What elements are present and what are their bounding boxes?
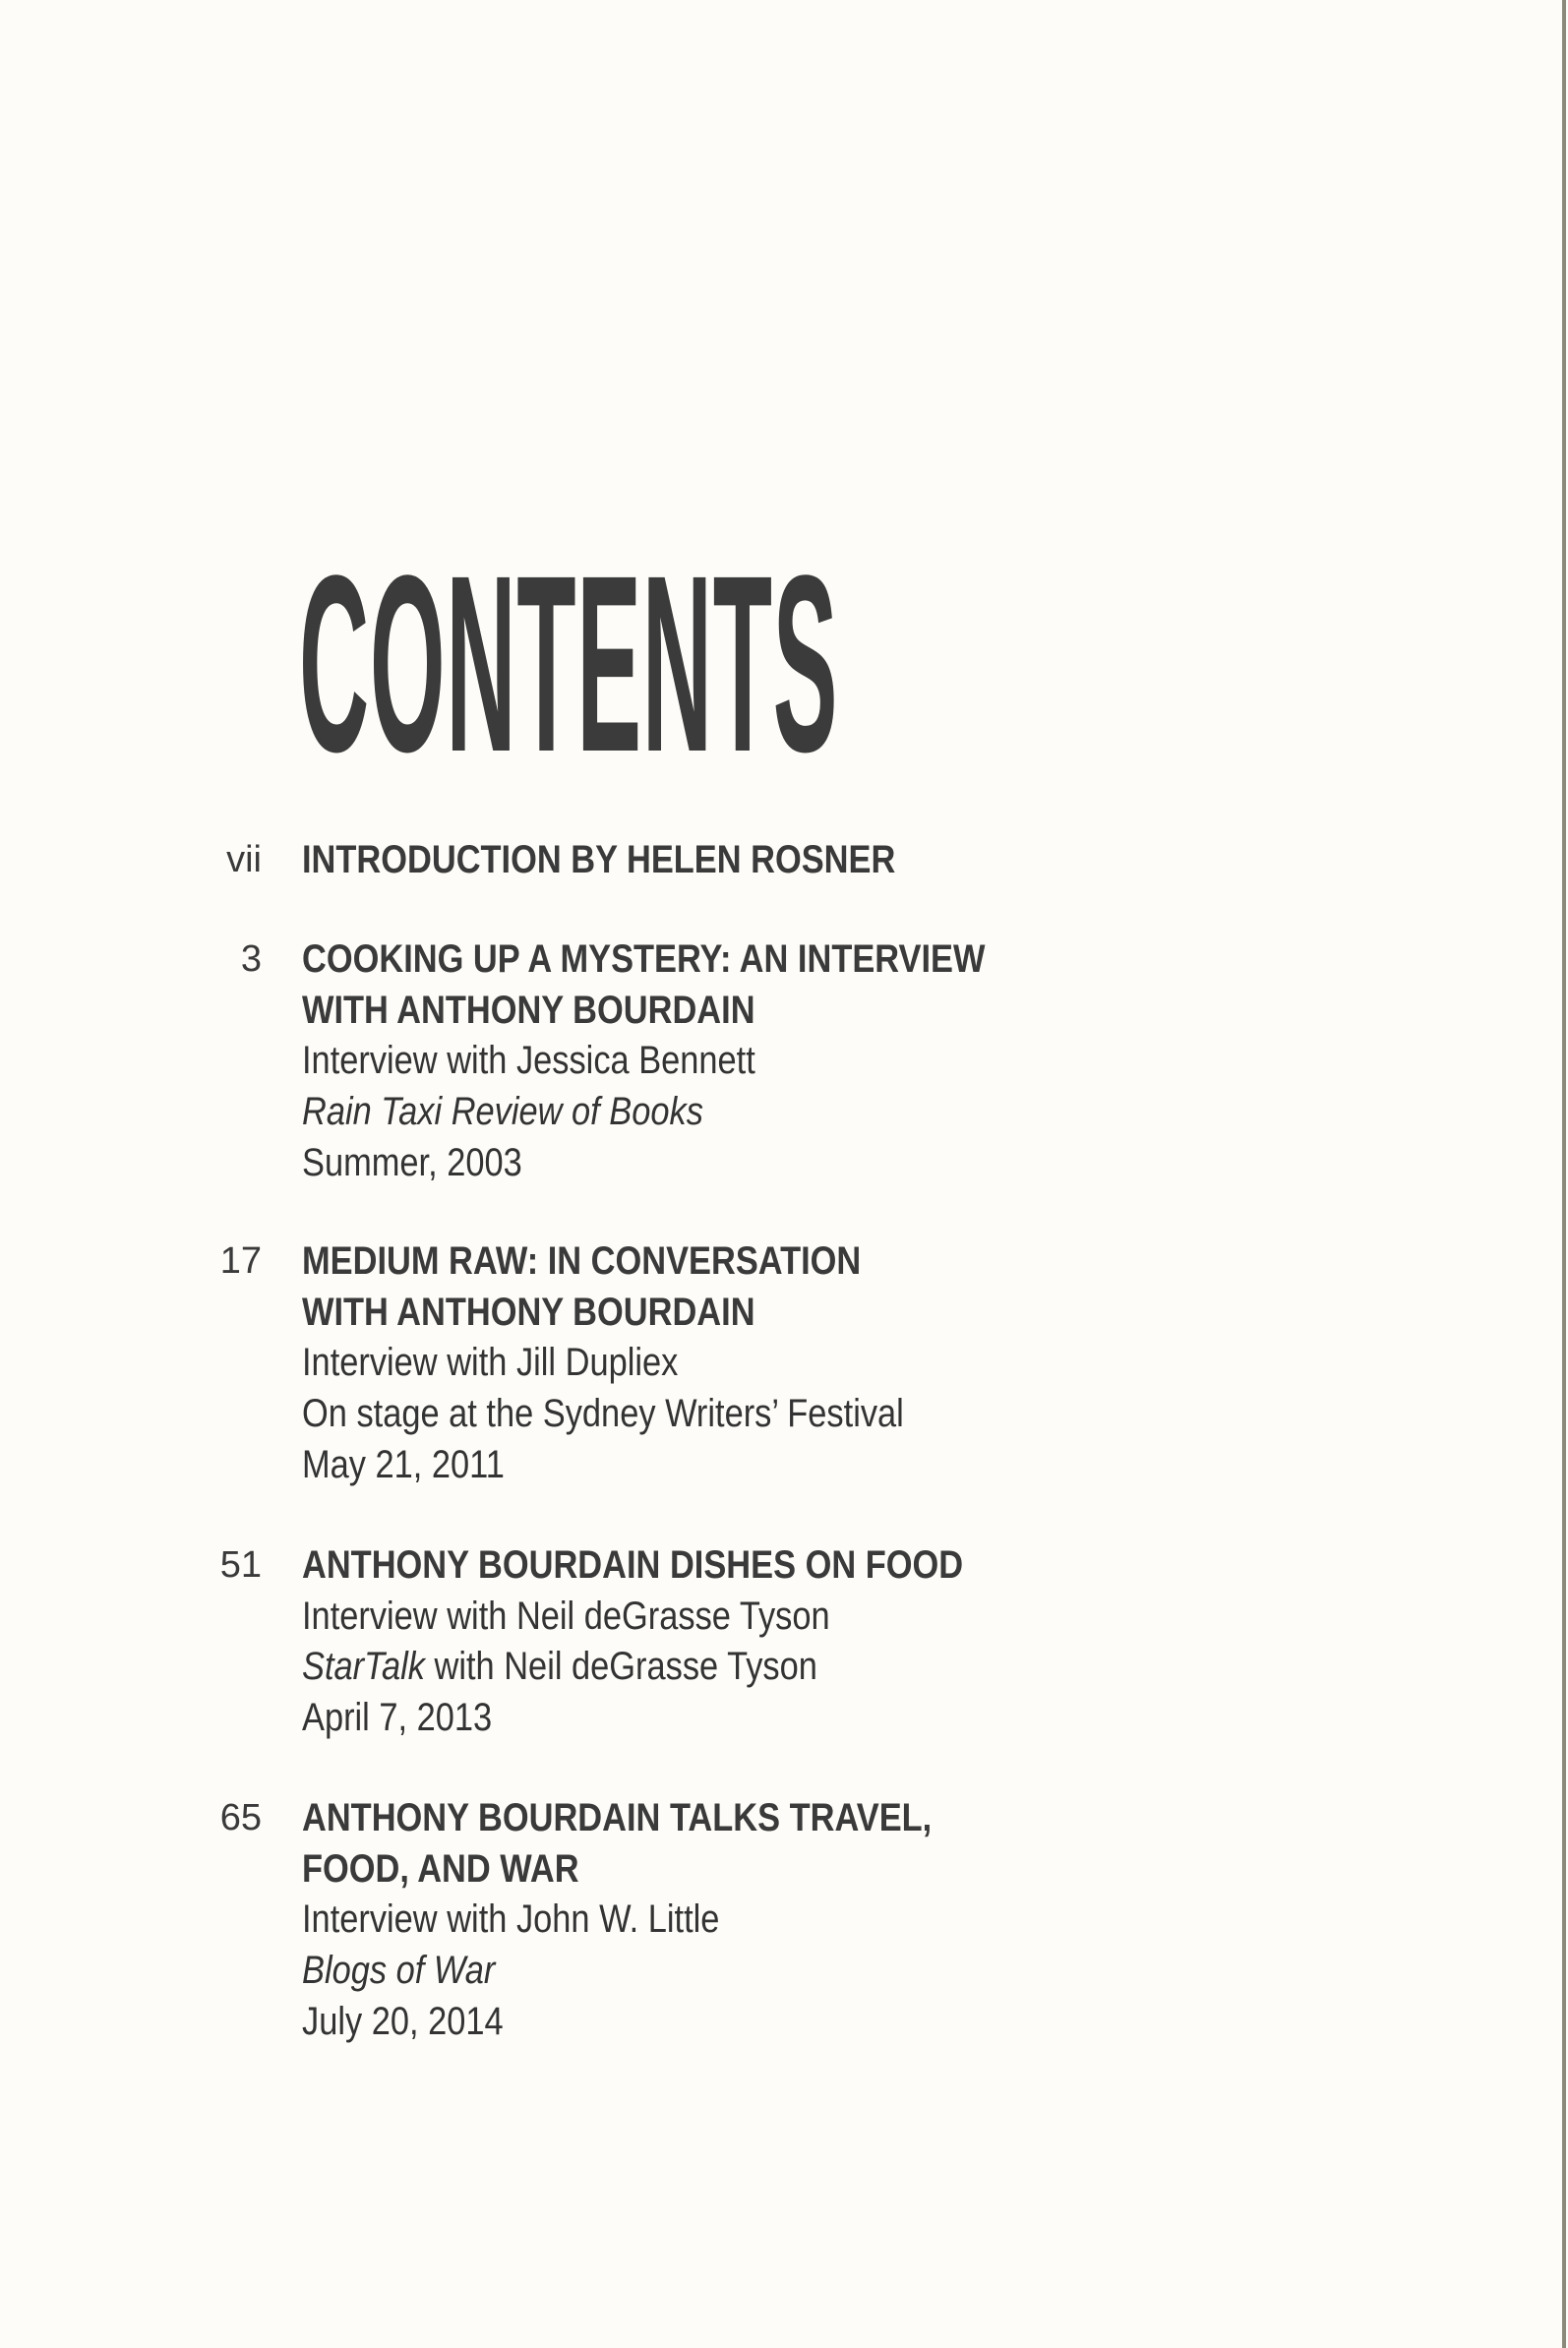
entry-heading: MEDIUM RAW: IN CONVERSATION: [302, 1239, 862, 1283]
entry-heading: FOOD, AND WAR: [302, 1846, 579, 1891]
entry-interviewer: Interview with Jessica Bennett: [302, 1039, 755, 1083]
entry-publication-suffix: with Neil deGrasse Tyson: [424, 1645, 817, 1689]
entry-heading: ANTHONY BOURDAIN DISHES ON FOOD: [302, 1543, 964, 1587]
entry-heading: INTRODUCTION BY HELEN ROSNER: [302, 838, 896, 881]
entry-heading: COOKING UP A MYSTERY: AN INTERVIEW: [302, 937, 986, 981]
page-edge: [1562, 0, 1566, 2348]
page-number: vii: [226, 839, 262, 880]
entry-publication: Blogs of War: [302, 1949, 496, 1993]
entry-heading: WITH ANTHONY BOURDAIN: [302, 988, 755, 1032]
entry-venue: On stage at the Sydney Writers’ Festival: [302, 1392, 904, 1436]
entry-heading: ANTHONY BOURDAIN TALKS TRAVEL,: [302, 1796, 933, 1839]
entry-publication: Rain Taxi Review of Books: [302, 1090, 703, 1134]
entry-heading: WITH ANTHONY BOURDAIN: [302, 1290, 755, 1334]
entry-interviewer: Interview with Jill Dupliex: [302, 1341, 679, 1385]
entry-publication: StarTalk: [302, 1645, 425, 1689]
entry-interviewer: Interview with John W. Little: [302, 1897, 720, 1942]
page-number: 65: [219, 1797, 262, 1838]
entry-date: April 7, 2013: [302, 1696, 493, 1740]
entry-interviewer: Interview with Neil deGrasse Tyson: [302, 1594, 830, 1638]
page-number: 51: [219, 1544, 262, 1586]
entry-date: May 21, 2011: [302, 1442, 505, 1486]
entry-date: July 20, 2014: [302, 1999, 504, 2043]
page-number: 3: [240, 938, 262, 980]
entry-publication-line: [302, 1642, 963, 1693]
entry-date: Summer, 2003: [302, 1140, 522, 1184]
page-title: CONTENTS: [299, 523, 839, 805]
page-number: 17: [219, 1240, 262, 1282]
